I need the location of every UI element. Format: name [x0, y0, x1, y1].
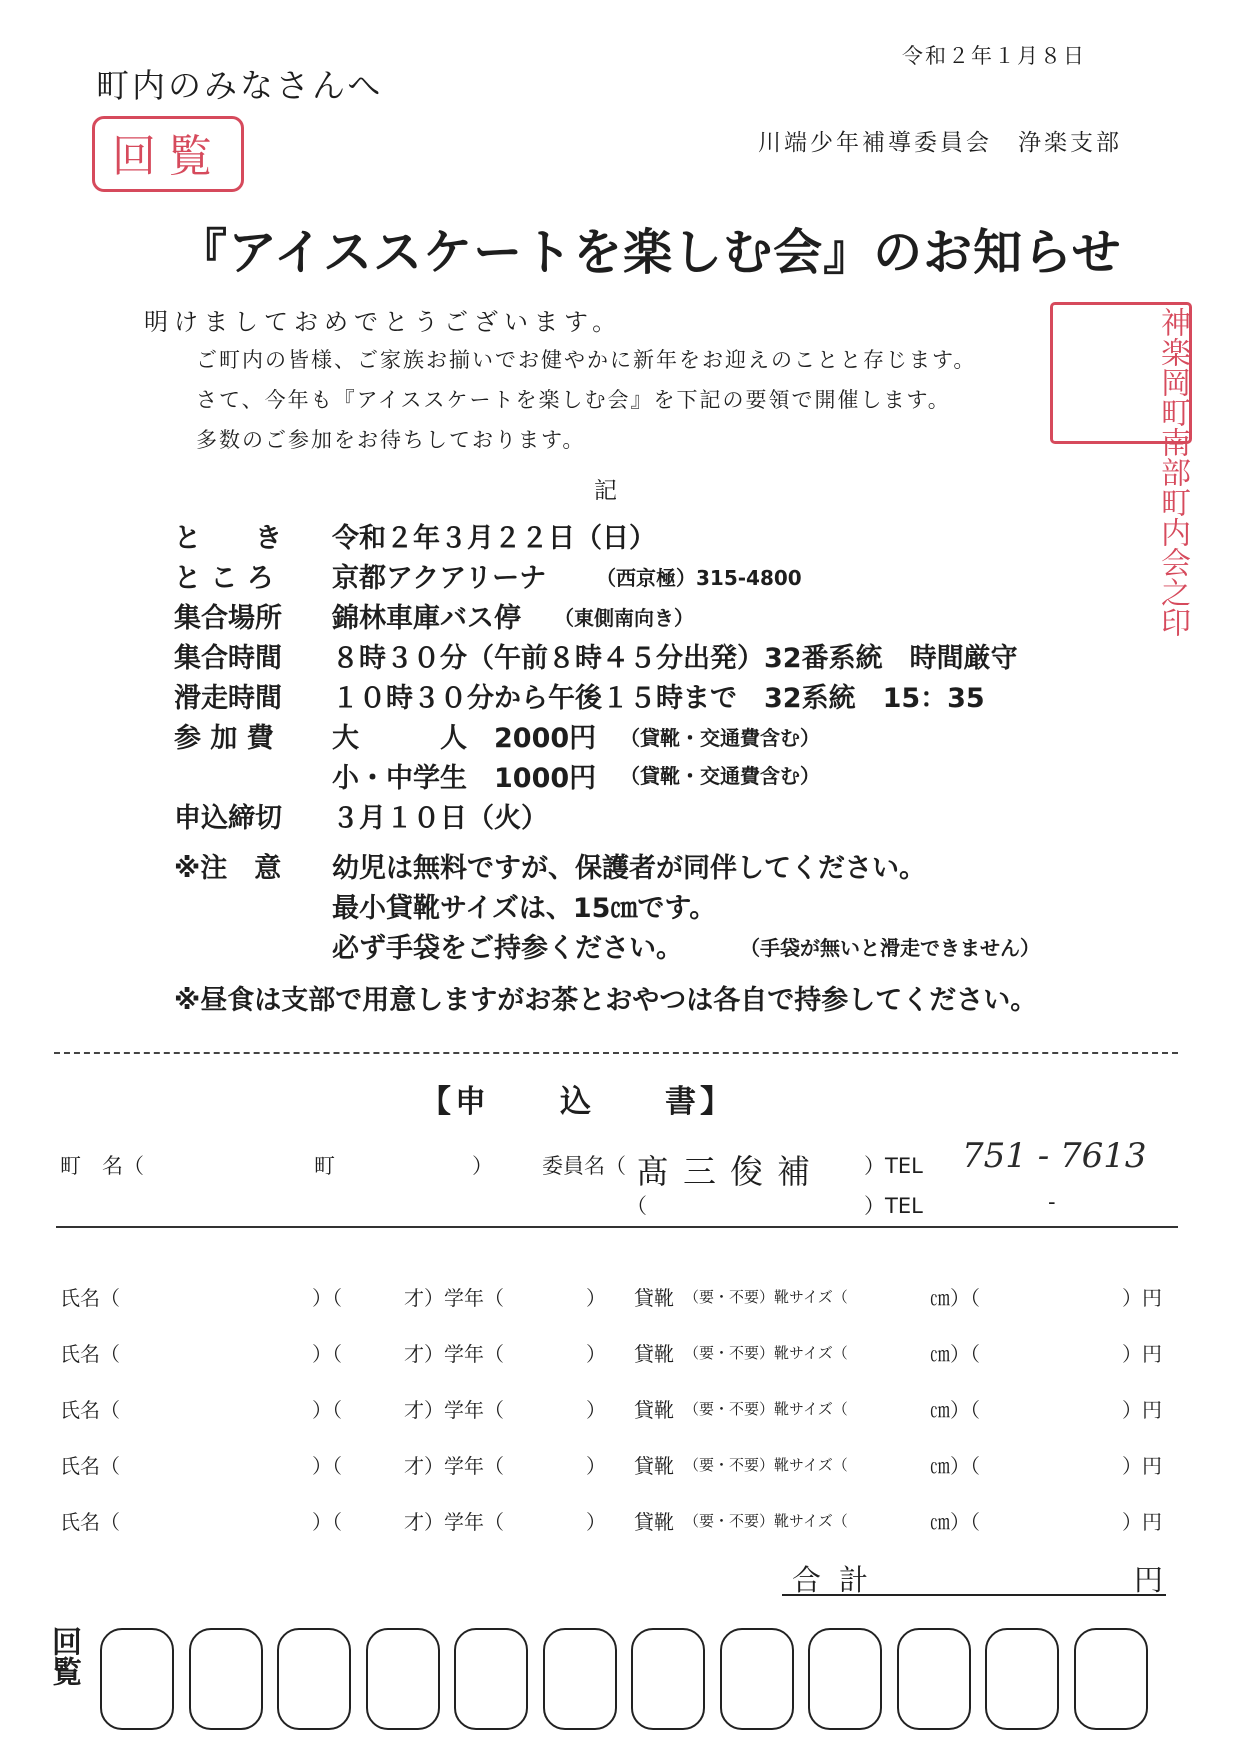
- yen-label: ）円: [1122, 1286, 1162, 1310]
- fee-child-note: （貸靴・交通費含む）: [620, 764, 820, 788]
- deadline-label: 申込締切: [174, 803, 282, 834]
- town-suffix: 町: [314, 1154, 335, 1178]
- page-title: 『アイススケートを楽しむ会』のお知らせ: [178, 224, 1122, 281]
- circulation-box: [366, 1628, 440, 1730]
- size-unit: ㎝）（: [930, 1454, 980, 1478]
- committee-name: 髙三俊補: [636, 1152, 824, 1191]
- deadline-value: ３月１０日（火）: [332, 803, 548, 834]
- rental-label: 貸靴: [634, 1398, 674, 1422]
- rental-options: （要・不要）靴サイズ（: [684, 1512, 848, 1530]
- circulation-stamp: 回覧: [92, 116, 244, 192]
- name-field-label: 氏名（: [60, 1286, 120, 1310]
- applicant-row: [58, 1282, 1178, 1312]
- applicant-row: [58, 1506, 1178, 1536]
- lunch-note: ※昼食は支部で用意しますがお茶とおやつは各自で持参してください。: [174, 985, 1038, 1016]
- gloves-note: （手袋が無いと滑走できません）: [740, 936, 1040, 960]
- grade-label: 才）学年（: [404, 1286, 504, 1310]
- skate-time-label: 滑走時間: [174, 683, 282, 714]
- date-label: と き: [174, 523, 282, 554]
- fee-adult: 大 人 2000円: [332, 723, 597, 754]
- meet-time-label: 集合時間: [174, 643, 282, 674]
- town-close: ）: [472, 1154, 493, 1178]
- skate-time-value: １０時３０分から午後１５時まで 32系統 15：35: [332, 683, 985, 714]
- grade-label: 才）学年（: [404, 1342, 504, 1366]
- issue-date: 令和２年１月８日: [902, 44, 1086, 68]
- ki-mark: 記: [594, 478, 617, 504]
- note-item: 幼児は無料ですが、保護者が同伴してください。: [332, 853, 926, 884]
- name-field-label: 氏名（: [60, 1510, 120, 1534]
- rental-label: 貸靴: [634, 1342, 674, 1366]
- body-line: 多数のご参加をお待ちしております。: [196, 428, 586, 452]
- grade-label: 才）学年（: [404, 1510, 504, 1534]
- size-unit: ㎝）（: [930, 1342, 980, 1366]
- circulation-label: 回覧: [46, 1626, 81, 1686]
- rental-options: （要・不要）靴サイズ（: [684, 1344, 848, 1362]
- organization: 川端少年補導委員会 浄楽支部: [758, 130, 1122, 156]
- circulation-box: [543, 1628, 617, 1730]
- circulation-box: [454, 1628, 528, 1730]
- yen-label: ）円: [1122, 1454, 1162, 1478]
- rental-options: （要・不要）靴サイズ（: [684, 1456, 848, 1474]
- applicant-row: [58, 1450, 1178, 1480]
- cut-line: [54, 1052, 1178, 1054]
- grade-label: 才）学年（: [404, 1454, 504, 1478]
- fee-child: 小・中学生 1000円: [332, 763, 597, 794]
- age-open: ）（: [312, 1510, 342, 1534]
- rental-options: （要・不要）靴サイズ（: [684, 1400, 848, 1418]
- grade-close: ）: [586, 1398, 606, 1422]
- committee2-open: （: [626, 1194, 647, 1218]
- grade-close: ）: [586, 1454, 606, 1478]
- yen-label: ）円: [1122, 1510, 1162, 1534]
- name-field-label: 氏名（: [60, 1398, 120, 1422]
- place-note: （西京極）315-4800: [596, 566, 802, 590]
- size-unit: ㎝）（: [930, 1510, 980, 1534]
- town-label: 町 名（: [60, 1154, 144, 1178]
- circulation-box: [897, 1628, 971, 1730]
- tel2-dash: -: [1048, 1190, 1056, 1214]
- tel2-label: ）TEL: [864, 1194, 923, 1218]
- circulation-box: [1074, 1628, 1148, 1730]
- applicant-row: [58, 1394, 1178, 1424]
- rental-options: （要・不要）靴サイズ（: [684, 1288, 848, 1306]
- grade-close: ）: [586, 1510, 606, 1534]
- age-open: ）（: [312, 1454, 342, 1478]
- rental-label: 貸靴: [634, 1286, 674, 1310]
- notes-label: ※注 意: [174, 853, 282, 884]
- meet-time-value: ８時３０分（午前８時４５分出発）32番系統 時間厳守: [332, 643, 1018, 674]
- tel-value: 751 - 7613: [962, 1136, 1147, 1176]
- grade-close: ）: [586, 1342, 606, 1366]
- circulation-box: [631, 1628, 705, 1730]
- form-divider: [56, 1226, 1178, 1228]
- circulation-box: [100, 1628, 174, 1730]
- date-value: 令和２年３月２２日（日）: [332, 523, 656, 554]
- grade-close: ）: [586, 1286, 606, 1310]
- body-line: さて、今年も『アイススケートを楽しむ会』を下記の要領で開催します。: [196, 388, 951, 412]
- age-open: ）（: [312, 1398, 342, 1422]
- meet-place-value: 錦林車庫バス停: [332, 603, 521, 634]
- name-field-label: 氏名（: [60, 1454, 120, 1478]
- yen-label: ）円: [1122, 1398, 1162, 1422]
- size-unit: ㎝）（: [930, 1398, 980, 1422]
- addressee: 町内のみなさんへ: [96, 66, 384, 105]
- fee-label: 参 加 費: [174, 723, 274, 754]
- total-yen: 円: [1134, 1563, 1164, 1597]
- form-title: 【申 込 書】: [420, 1084, 735, 1120]
- rental-label: 貸靴: [634, 1510, 674, 1534]
- circulation-box: [189, 1628, 263, 1730]
- name-field-label: 氏名（: [60, 1342, 120, 1366]
- place-label: と こ ろ: [174, 563, 274, 594]
- age-open: ）（: [312, 1286, 342, 1310]
- place-value: 京都アクアリーナ: [332, 563, 547, 594]
- grade-label: 才）学年（: [404, 1398, 504, 1422]
- rental-label: 貸靴: [634, 1454, 674, 1478]
- total-label: 合計: [792, 1563, 887, 1597]
- circulation-box: [720, 1628, 794, 1730]
- total-underline: [782, 1594, 1166, 1596]
- town-seal: 神楽岡町南部町内会之印: [1050, 302, 1192, 444]
- size-unit: ㎝）（: [930, 1286, 980, 1310]
- note-item: 最小貸靴サイズは、15㎝です。: [332, 893, 717, 924]
- tel-label: ）TEL: [864, 1154, 923, 1178]
- yen-label: ）円: [1122, 1342, 1162, 1366]
- greeting: 明けましておめでとうございます。: [144, 308, 623, 336]
- circulation-boxes: [100, 1628, 1160, 1732]
- note-item: 必ず手袋をご持参ください。: [332, 933, 683, 964]
- committee-label: 委員名（: [542, 1154, 626, 1178]
- circulation-box: [985, 1628, 1059, 1730]
- circulation-box: [277, 1628, 351, 1730]
- age-open: ）（: [312, 1342, 342, 1366]
- applicant-row: [58, 1338, 1178, 1368]
- body-line: ご町内の皆様、ご家族お揃いでお健やかに新年をお迎えのことと存じます。: [196, 348, 977, 372]
- circulation-box: [808, 1628, 882, 1730]
- meet-place-note: （東側南向き）: [554, 606, 694, 630]
- fee-adult-note: （貸靴・交通費含む）: [620, 726, 820, 750]
- meet-place-label: 集合場所: [174, 603, 282, 634]
